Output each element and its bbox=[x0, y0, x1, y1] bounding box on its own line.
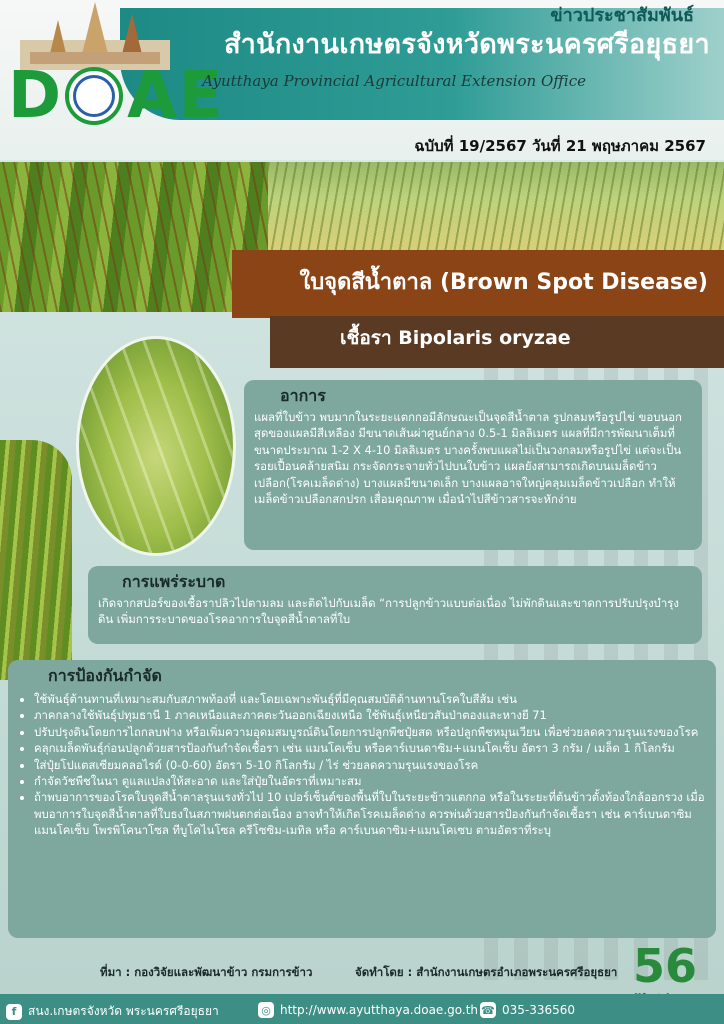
list-item: • ใส่ปุ๋ยโปแตสเซียมคลอไรด์ (0-0-60) อัตรา 5-10 กิโลกรัม / ไร่ ช่วยลดความรุนแรงของโรค bbox=[34, 757, 706, 773]
facebook-link[interactable] bbox=[6, 1002, 219, 1021]
brown-spot-leaf-photo bbox=[0, 162, 268, 312]
prevention-panel bbox=[8, 660, 716, 938]
producer-credit: จัดทำโดย : สำนักงานเกษตรอำเภอพระนครศรีอยุธยา bbox=[355, 965, 618, 979]
globe-icon: ◎ bbox=[258, 1002, 274, 1018]
issue-line: ฉบับที่ 19/2567 วันที่ 21 พฤษภาคม 2567 bbox=[414, 137, 706, 155]
rice-field-photo bbox=[268, 162, 724, 250]
logo-letter-e: E bbox=[178, 59, 223, 133]
list-item: • ปรับปรุงดินโดยการไถกลบฟาง หรือเพิ่มความอุดมสมบูรณ์ดินโดยการปลูกพืชปุ๋ยสด หรือปลูกพืชหมุนเวียน เพื่อช่วยลดความรุนแรงของโรค bbox=[34, 724, 706, 740]
source-credit: ที่มา : กองวิจัยและพัฒนาข้าว กรมการข้าว bbox=[100, 965, 313, 979]
list-item: • กำจัดวัชพืชในนา ดูแลแปลงให้สะอาด และใส่ปุ๋ยในอัตราที่เหมาะสม bbox=[34, 773, 706, 789]
logo-letter-a: A bbox=[127, 59, 177, 133]
spread-text: เกิดจากสปอร์ของเชื้อราปลิวไปตามลม และติดไปกับเมล็ด “การปลูกข้าวแบบต่อเนื่อง ไม่พักดินและขาดการปรับปรุงบำรุงดิน เพิ่มการระบาดของโรคอาการใบจุดสีน้ำตาลที่ใบ bbox=[98, 596, 679, 627]
facebook-icon: f bbox=[6, 1004, 22, 1020]
list-item: • ถ้าพบอาการของโรคใบจุดสีน้ำตาลรุนแรงทั่วไป 10 เปอร์เซ็นต์ของพื้นที่ใบในระยะข้าวแตกกอ หรือในระยะที่ต้นข้าวตั้งท้องใกล้ออกรวง เมื่อพบอาการใบจุดสีน้ำตาลที่ใบธงในสภาพฝนตกต่อเนื่อง อาจทำให้เกิดโรคเมล็ดด่าง ควรพ่นด้วยสารป้องกันกำจัดเชื้อรา เช่น คาร์เบนดาซิมแมนโคเซ็บ โพรพิโคนาโซล ทีบูโคไนโซล ครีโซซิม-เมทิล หรือ คาร์เบนดาซิม+แมนโคเซบ ตามอัตราที่ระบุ bbox=[34, 789, 706, 838]
prevention-heading: การป้องกันกำจัด bbox=[48, 666, 162, 685]
symptoms-text: แผลที่ใบข้าว พบมากในระยะแตกกอมีลักษณะเป็นจุดสีน้ำตาล รูปกลมหรือรูปไข่ ขอบนอกสุดของแผลมีสีเหลือง มีขนาดเส้นผ่าศูนย์กลาง 0.5-1 มิลลิเมตร แผลที่มีการพัฒนาเต็มที่ขนาดประมาณ 1-2 X 4-10 มิลลิเมตร บางครั้งพบแผลไม่เป็นวงกลมหรือรูปไข่ แต่จะเป็นรอยเปื้อนคล้ายสนิม กระจัดกระจายทั่วไปบนใบข้าว แผลยังสามารถเกิดบนเมล็ดข้าวเปลือก(โรคเมล็ดด่าง) บางแผลมีขนาดเล็ก บางแผลอาจใหญ่คลุมเมล็ดข้าวเปลือก ทำให้เมล็ดข้าวเปลือกสกปรก เสื่อมคุณภาพ เมื่อนำไปสีข้าวสารจะหักง่าย bbox=[254, 410, 682, 507]
website-link[interactable] bbox=[258, 1002, 478, 1018]
phone-icon: ☎ bbox=[481, 1003, 495, 1017]
list-item: • คลุกเมล็ดพันธุ์ก่อนปลูกด้วยสารป้องกันกำจัดเชื้อรา เช่น แมนโคเซ็บ หรือคาร์เบนดาซิม+แมนโคเซ็บ อัตรา 3 กรัม / เมล็ด 1 กิโลกรัม bbox=[34, 740, 706, 756]
list-item: • ใช้พันธุ์ต้านทานที่เหมาะสมกับสภาพท้องที่ และโดยเฉพาะพันธุ์ที่มีคุณสมบัติต้านทานโรคใบสีส้ม เช่น bbox=[34, 691, 706, 707]
office-name-english: Ayutthaya Provincial Agricultural Extension Office bbox=[202, 72, 586, 90]
leaf-closeup-photo bbox=[76, 336, 236, 556]
page-title: ใบจุดสีน้ำตาล (Brown Spot Disease) bbox=[299, 270, 708, 295]
rice-plant-photo bbox=[0, 440, 72, 680]
spread-panel bbox=[88, 566, 702, 644]
badge-number: 56 bbox=[632, 939, 697, 993]
logo-letter-d: D bbox=[8, 59, 62, 133]
symptoms-panel bbox=[244, 380, 702, 550]
symptoms-heading: อาการ bbox=[280, 386, 326, 405]
emblem-icon bbox=[65, 67, 123, 125]
doae-logo bbox=[8, 58, 223, 133]
page-subtitle: เชื้อรา Bipolaris oryzae bbox=[340, 327, 571, 349]
spread-heading: การแพร่ระบาด bbox=[122, 572, 226, 591]
website-label: http://www.ayutthaya.doae.go.th bbox=[280, 1003, 478, 1017]
phone-label: 035-336560 bbox=[502, 1003, 576, 1017]
office-name-thai: สำนักงานเกษตรจังหวัดพระนครศรีอยุธยา bbox=[224, 29, 710, 60]
prevention-list bbox=[18, 691, 706, 839]
list-item: • ภาคกลางใช้พันธุ์ปทุมธานี 1 ภาคเหนือและภาคตะวันออกเฉียงเหนือ ใช้พันธุ์เหนียวสันป่าตองและหางยี 71 bbox=[34, 707, 706, 723]
brand-label: ข่าวประชาสัมพันธ์ bbox=[550, 5, 694, 26]
phone-link[interactable] bbox=[480, 1002, 575, 1018]
facebook-label: สนง.เกษตรจังหวัด พระนครศรีอยุธยา bbox=[28, 1004, 219, 1018]
